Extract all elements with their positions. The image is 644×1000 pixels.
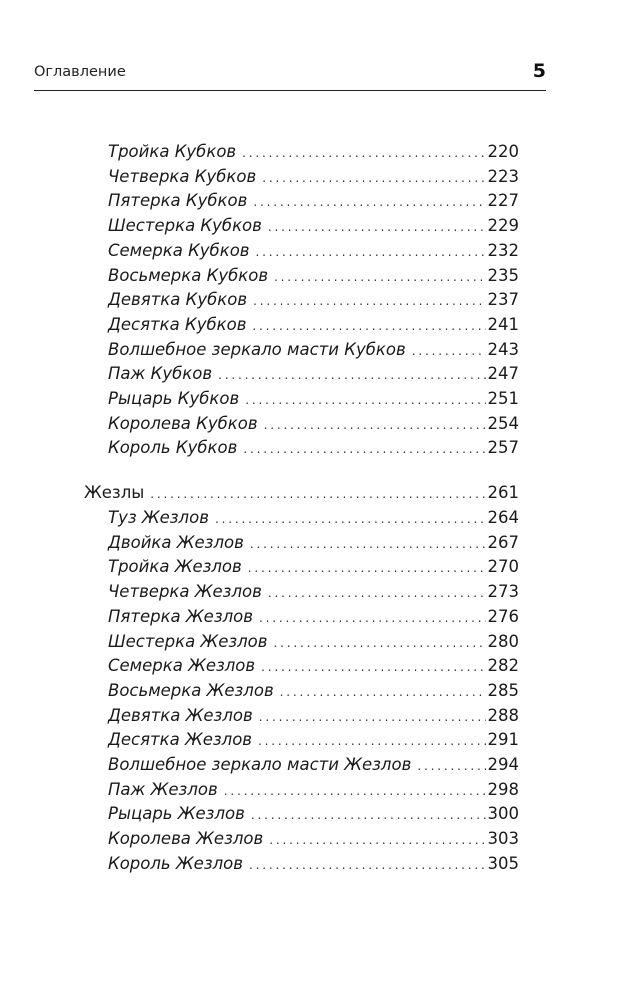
- toc-entry-title: Семерка Жезлов: [108, 656, 256, 676]
- toc-entry-page: 305: [487, 853, 519, 873]
- toc-entry-page: 229: [487, 216, 519, 236]
- toc-entry-title: Королева Жезлов: [108, 829, 264, 849]
- toc-entry: [108, 655, 519, 678]
- toc-entry-title: Четверка Жезлов: [108, 582, 262, 602]
- toc-entry-page: 264: [487, 508, 519, 527]
- toc-entry-page: 247: [487, 364, 519, 384]
- toc-entry-title: Четверка Кубков: [108, 166, 257, 186]
- toc-dot-leader: [268, 216, 486, 238]
- page-header: [34, 62, 546, 91]
- toc-entry-title: Паж Кубков: [108, 364, 213, 384]
- toc-entry-title: Жезлы: [84, 483, 145, 502]
- toc-entry-page: 288: [487, 705, 519, 725]
- toc-entry-page: 243: [487, 339, 519, 359]
- toc-dot-leader: [259, 607, 486, 629]
- toc-dot-leader: [150, 483, 485, 505]
- toc-entry-page: 276: [487, 606, 519, 626]
- toc-entry: [108, 803, 519, 826]
- toc-entry-title: Волшебное зеркало масти Жезлов: [108, 755, 412, 774]
- toc-entry-page: 280: [487, 631, 519, 651]
- toc-entry-title: Шестерка Кубков: [108, 216, 262, 236]
- toc-dot-leader: [243, 438, 485, 460]
- toc-entry-page: 300: [487, 804, 519, 824]
- toc-entry-page: 257: [487, 438, 519, 458]
- toc-entry-title: Паж Жезлов: [108, 779, 218, 799]
- toc-entry-page: 254: [487, 413, 519, 433]
- toc-section-entry: [84, 482, 519, 505]
- toc-entry: [108, 141, 519, 164]
- toc-entry-page: 294: [487, 755, 519, 774]
- toc-dot-leader: [252, 315, 485, 337]
- toc-entry-page: 282: [487, 656, 519, 676]
- toc-entry-page: 241: [487, 314, 519, 334]
- toc-entry: [108, 729, 519, 752]
- toc-entry-title: Тройка Кубков: [108, 142, 237, 161]
- toc-entry-page: 270: [487, 557, 519, 577]
- toc-entry: [108, 240, 519, 263]
- toc-entry: [108, 828, 519, 851]
- toc-dot-leader: [251, 804, 486, 826]
- toc-dot-leader: [258, 730, 485, 752]
- toc-entry-title: Шестерка Жезлов: [108, 631, 268, 651]
- toc-entry: [108, 413, 519, 436]
- toc-entry-title: Рыцарь Жезлов: [108, 804, 245, 824]
- toc-dot-leader: [242, 142, 485, 164]
- toc-entry-page: 223: [487, 166, 519, 186]
- toc-entry: [108, 289, 519, 312]
- toc-dot-leader: [218, 364, 485, 386]
- toc-entry: [108, 190, 519, 213]
- toc-entry-title: Рыцарь Кубков: [108, 389, 240, 408]
- toc-entry-page: 237: [487, 290, 519, 310]
- toc-dot-leader: [259, 706, 486, 728]
- toc-entry: [108, 507, 519, 530]
- toc-entry: [108, 215, 519, 238]
- toc-dot-leader: [264, 414, 486, 436]
- toc-entry: [108, 581, 519, 604]
- toc-dot-leader: [417, 755, 485, 777]
- toc-entry: [108, 631, 519, 654]
- toc-entry-page: 291: [487, 730, 519, 750]
- toc-dot-leader: [262, 167, 485, 189]
- toc-entry: [108, 705, 519, 728]
- toc-entry: [108, 363, 519, 386]
- toc-entry-title: Десятка Жезлов: [108, 730, 253, 750]
- toc-entry-title: Девятка Жезлов: [108, 705, 253, 725]
- toc-entry: [108, 680, 519, 703]
- toc-entry-page: 235: [487, 265, 519, 285]
- toc-dot-leader: [256, 241, 486, 263]
- toc-entry: [108, 388, 519, 411]
- toc-dot-leader: [245, 389, 485, 411]
- toc-dot-leader: [224, 780, 486, 802]
- toc-dot-leader: [253, 191, 485, 213]
- toc-entry: [108, 339, 519, 362]
- toc-entry-title: Пятерка Жезлов: [108, 606, 253, 626]
- page-number: 5: [532, 60, 546, 82]
- toc-entry: [108, 314, 519, 337]
- toc-entry-page: 220: [487, 142, 519, 161]
- toc-dot-leader: [250, 533, 486, 555]
- toc-dot-leader: [280, 681, 486, 703]
- toc-entry-title: Восьмерка Кубков: [108, 265, 269, 285]
- toc-entry-title: Двойка Жезлов: [108, 532, 244, 552]
- toc-dot-leader: [274, 632, 486, 654]
- toc-entry-page: 298: [487, 779, 519, 799]
- toc-entry: [108, 754, 519, 777]
- toc-dot-leader: [248, 557, 486, 579]
- toc-entry: [108, 556, 519, 579]
- toc-dot-leader: [274, 266, 485, 288]
- toc-entry-title: Король Жезлов: [108, 853, 243, 873]
- toc-entry-title: Королева Кубков: [108, 413, 258, 433]
- toc-entry-title: Тройка Жезлов: [108, 557, 242, 577]
- toc-dot-leader: [412, 340, 486, 362]
- toc-entry-title: Туз Жезлов: [108, 508, 209, 527]
- toc-entry-page: 261: [487, 483, 519, 502]
- toc-entry: [108, 532, 519, 555]
- toc-entry-page: 273: [487, 582, 519, 602]
- toc-entry-title: Восьмерка Жезлов: [108, 680, 274, 700]
- toc-entry-title: Семерка Кубков: [108, 240, 250, 260]
- toc-dot-leader: [268, 582, 486, 604]
- toc-entry: [108, 779, 519, 802]
- toc-dot-leader: [269, 829, 485, 851]
- toc-dot-leader: [253, 290, 485, 312]
- toc-entry: [108, 265, 519, 288]
- toc-entry-page: 303: [487, 829, 519, 849]
- toc-entry: [108, 606, 519, 629]
- toc-entry-page: 267: [487, 532, 519, 552]
- toc-dot-leader: [261, 656, 485, 678]
- toc-dot-leader: [215, 508, 486, 530]
- toc-entry-title: Пятерка Кубков: [108, 191, 248, 211]
- toc-dot-leader: [249, 854, 486, 876]
- toc-entry-title: Девятка Кубков: [108, 290, 248, 310]
- toc-entry: [108, 166, 519, 189]
- toc-entry: [108, 853, 519, 876]
- running-header-title: Оглавление: [34, 64, 126, 80]
- toc-entry: [108, 437, 519, 460]
- toc-entry-page: 251: [487, 389, 519, 408]
- toc-entry-page: 232: [487, 240, 519, 260]
- toc-entry-title: Король Кубков: [108, 438, 238, 458]
- toc-entry-page: 285: [487, 680, 519, 700]
- toc-entry-page: 227: [487, 191, 519, 211]
- toc-entry-title: Волшебное зеркало масти Кубков: [108, 339, 406, 359]
- toc-entry-title: Десятка Кубков: [108, 314, 247, 334]
